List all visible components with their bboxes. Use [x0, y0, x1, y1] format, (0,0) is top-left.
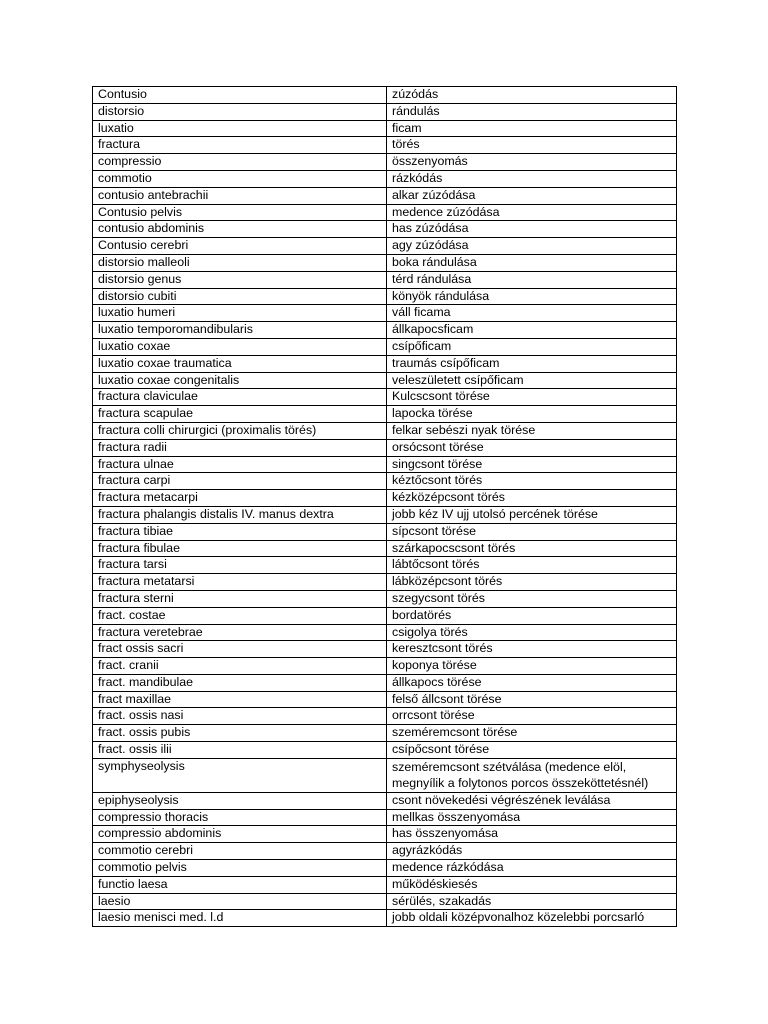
- table-row: [93, 238, 677, 255]
- terminology-table-body: [93, 87, 677, 927]
- table-row: [93, 322, 677, 339]
- table-row: [93, 506, 677, 523]
- latin-term-cell: distorsio cubiti: [93, 288, 387, 305]
- table-row: [93, 406, 677, 423]
- hungarian-term-cell: lábtőcsont törés: [387, 557, 677, 574]
- hungarian-term-cell: működéskiesés: [387, 876, 677, 893]
- hungarian-term-cell: szeméremcsont szétválása (medence elöl, megnyílik a folytonos porcos összeköttetésnél): [387, 758, 677, 792]
- table-row: [93, 658, 677, 675]
- hungarian-term-cell: csípőficam: [387, 338, 677, 355]
- table-row: [93, 792, 677, 809]
- table-row: [93, 590, 677, 607]
- hungarian-term-cell: orsócsont törése: [387, 439, 677, 456]
- table-row: [93, 490, 677, 507]
- latin-term-cell: fract. ossis pubis: [93, 725, 387, 742]
- table-row: [93, 641, 677, 658]
- hungarian-term-cell: lábközépcsont törés: [387, 574, 677, 591]
- hungarian-term-cell: csípőcsont törése: [387, 742, 677, 759]
- table-row: [93, 137, 677, 154]
- hungarian-term-cell: szegycsont törés: [387, 590, 677, 607]
- table-row: [93, 271, 677, 288]
- table-row: [93, 843, 677, 860]
- latin-term-cell: luxatio: [93, 120, 387, 137]
- hungarian-term-cell: sípcsont törése: [387, 523, 677, 540]
- latin-term-cell: fractura sterni: [93, 590, 387, 607]
- latin-term-cell: compressio thoracis: [93, 809, 387, 826]
- table-row: [93, 473, 677, 490]
- latin-term-cell: fractura carpi: [93, 473, 387, 490]
- latin-term-cell: fractura fibulae: [93, 540, 387, 557]
- latin-term-cell: fract. ossis nasi: [93, 708, 387, 725]
- hungarian-term-cell: mellkas összenyomása: [387, 809, 677, 826]
- latin-term-cell: Contusio pelvis: [93, 204, 387, 221]
- table-row: [93, 725, 677, 742]
- hungarian-term-cell: medence rázkódása: [387, 860, 677, 877]
- latin-term-cell: fractura claviculae: [93, 389, 387, 406]
- latin-term-cell: fract. cranii: [93, 658, 387, 675]
- table-row: [93, 204, 677, 221]
- latin-term-cell: fractura scapulae: [93, 406, 387, 423]
- latin-term-cell: fractura tarsi: [93, 557, 387, 574]
- table-row: [93, 607, 677, 624]
- latin-term-cell: distorsio: [93, 103, 387, 120]
- latin-term-cell: fract maxillae: [93, 691, 387, 708]
- table-row: [93, 389, 677, 406]
- hungarian-term-cell: koponya törése: [387, 658, 677, 675]
- hungarian-term-cell: has zúzódása: [387, 221, 677, 238]
- table-row: [93, 758, 677, 792]
- hungarian-term-cell: összenyomás: [387, 154, 677, 171]
- table-row: [93, 221, 677, 238]
- hungarian-term-cell: csigolya törés: [387, 624, 677, 641]
- hungarian-term-cell: váll ficama: [387, 305, 677, 322]
- latin-term-cell: contusio abdominis: [93, 221, 387, 238]
- latin-term-cell: commotio pelvis: [93, 860, 387, 877]
- table-row: [93, 540, 677, 557]
- hungarian-term-cell: veleszületett csípőficam: [387, 372, 677, 389]
- hungarian-term-cell: felső állcsont törése: [387, 691, 677, 708]
- table-row: [93, 338, 677, 355]
- table-row: [93, 910, 677, 927]
- hungarian-term-cell: rázkódás: [387, 170, 677, 187]
- latin-term-cell: luxatio coxae traumatica: [93, 355, 387, 372]
- table-row: [93, 154, 677, 171]
- table-row: [93, 809, 677, 826]
- latin-term-cell: contusio antebrachii: [93, 187, 387, 204]
- latin-term-cell: distorsio malleoli: [93, 254, 387, 271]
- latin-term-cell: fractura metacarpi: [93, 490, 387, 507]
- hungarian-term-cell: boka rándulása: [387, 254, 677, 271]
- hungarian-term-cell: agy zúzódása: [387, 238, 677, 255]
- hungarian-term-cell: agyrázkódás: [387, 843, 677, 860]
- hungarian-term-cell: keresztcsont törés: [387, 641, 677, 658]
- table-row: [93, 254, 677, 271]
- table-row: [93, 893, 677, 910]
- table-row: [93, 876, 677, 893]
- latin-term-cell: luxatio coxae: [93, 338, 387, 355]
- hungarian-term-cell: rándulás: [387, 103, 677, 120]
- latin-term-cell: fract ossis sacri: [93, 641, 387, 658]
- latin-term-cell: fractura tibiae: [93, 523, 387, 540]
- hungarian-term-cell: medence zúzódása: [387, 204, 677, 221]
- hungarian-term-cell: könyök rándulása: [387, 288, 677, 305]
- hungarian-term-cell: törés: [387, 137, 677, 154]
- latin-term-cell: laesio menisci med. l.d: [93, 910, 387, 927]
- hungarian-term-cell: singcsont törése: [387, 456, 677, 473]
- latin-term-cell: compressio abdominis: [93, 826, 387, 843]
- hungarian-term-cell: kézközépcsont törés: [387, 490, 677, 507]
- table-row: [93, 624, 677, 641]
- hungarian-term-cell: bordatörés: [387, 607, 677, 624]
- latin-term-cell: laesio: [93, 893, 387, 910]
- latin-term-cell: fract. costae: [93, 607, 387, 624]
- hungarian-term-cell: csont növekedési végrészének leválása: [387, 792, 677, 809]
- table-row: [93, 557, 677, 574]
- latin-term-cell: Contusio: [93, 87, 387, 104]
- latin-term-cell: fractura ulnae: [93, 456, 387, 473]
- latin-term-cell: Contusio cerebri: [93, 238, 387, 255]
- latin-term-cell: fractura radii: [93, 439, 387, 456]
- latin-term-cell: luxatio humeri: [93, 305, 387, 322]
- latin-term-cell: commotio cerebri: [93, 843, 387, 860]
- latin-term-cell: luxatio coxae congenitalis: [93, 372, 387, 389]
- hungarian-term-cell: zúzódás: [387, 87, 677, 104]
- latin-term-cell: fract. mandibulae: [93, 674, 387, 691]
- hungarian-term-cell: jobb kéz IV ujj utolsó percének törése: [387, 506, 677, 523]
- hungarian-term-cell: traumás csípőficam: [387, 355, 677, 372]
- latin-term-cell: commotio: [93, 170, 387, 187]
- table-row: [93, 439, 677, 456]
- hungarian-term-cell: has összenyomása: [387, 826, 677, 843]
- table-row: [93, 103, 677, 120]
- table-row: [93, 708, 677, 725]
- latin-term-cell: compressio: [93, 154, 387, 171]
- table-row: [93, 826, 677, 843]
- table-row: [93, 372, 677, 389]
- latin-term-cell: fractura veretebrae: [93, 624, 387, 641]
- table-row: [93, 355, 677, 372]
- latin-term-cell: luxatio temporomandibularis: [93, 322, 387, 339]
- latin-term-cell: fractura phalangis distalis IV. manus dextra: [93, 506, 387, 523]
- latin-term-cell: fractura metatarsi: [93, 574, 387, 591]
- latin-term-cell: fractura colli chirurgici (proximalis törés): [93, 422, 387, 439]
- table-row: [93, 305, 677, 322]
- table-row: [93, 691, 677, 708]
- table-row: [93, 742, 677, 759]
- hungarian-term-cell: térd rándulása: [387, 271, 677, 288]
- table-row: [93, 87, 677, 104]
- table-row: [93, 456, 677, 473]
- hungarian-term-cell: alkar zúzódása: [387, 187, 677, 204]
- hungarian-term-cell: ficam: [387, 120, 677, 137]
- table-row: [93, 288, 677, 305]
- hungarian-term-cell: állkapocsficam: [387, 322, 677, 339]
- hungarian-term-cell: sérülés, szakadás: [387, 893, 677, 910]
- hungarian-term-cell: felkar sebészi nyak törése: [387, 422, 677, 439]
- table-row: [93, 170, 677, 187]
- latin-term-cell: fract. ossis ilii: [93, 742, 387, 759]
- latin-term-cell: fractura: [93, 137, 387, 154]
- table-row: [93, 674, 677, 691]
- table-row: [93, 120, 677, 137]
- hungarian-term-cell: szeméremcsont törése: [387, 725, 677, 742]
- hungarian-term-cell: lapocka törése: [387, 406, 677, 423]
- hungarian-term-cell: Kulcscsont törése: [387, 389, 677, 406]
- table-row: [93, 574, 677, 591]
- hungarian-term-cell: kéztőcsont törés: [387, 473, 677, 490]
- hungarian-term-cell: szárkapocscsont törés: [387, 540, 677, 557]
- terminology-table: [92, 86, 677, 927]
- hungarian-term-cell: orrcsont törése: [387, 708, 677, 725]
- latin-term-cell: symphyseolysis: [93, 758, 387, 792]
- table-row: [93, 523, 677, 540]
- latin-term-cell: distorsio genus: [93, 271, 387, 288]
- table-row: [93, 187, 677, 204]
- table-row: [93, 422, 677, 439]
- latin-term-cell: functio laesa: [93, 876, 387, 893]
- hungarian-term-cell: állkapocs törése: [387, 674, 677, 691]
- hungarian-term-cell: jobb oldali középvonalhoz közelebbi porcsarló: [387, 910, 677, 927]
- table-row: [93, 860, 677, 877]
- latin-term-cell: epiphyseolysis: [93, 792, 387, 809]
